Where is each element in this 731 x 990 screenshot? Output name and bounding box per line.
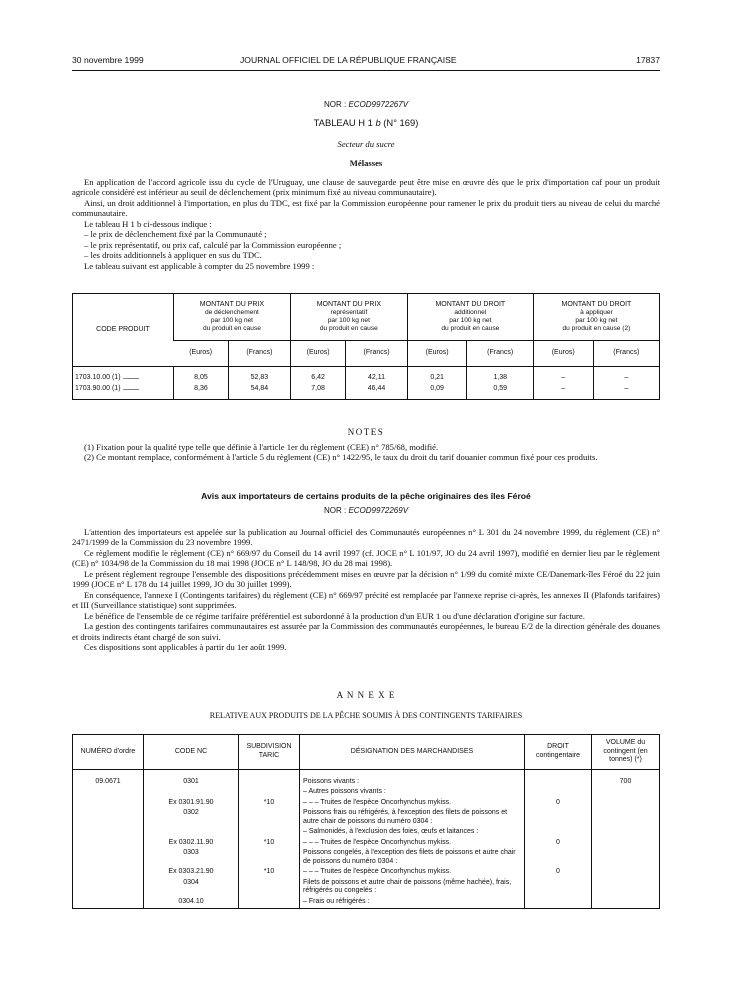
annexe-table: [72, 734, 660, 909]
volume-cell: 700: [592, 778, 660, 789]
code-text: 1703.90.00 (1): [75, 384, 121, 392]
droit-cell: [525, 828, 592, 839]
designation-cell: Poissons vivants :: [300, 778, 525, 789]
code-nc-cell: Ex 0302.11.90: [144, 839, 239, 850]
value-cell: 7,08: [290, 384, 345, 395]
value-cell: 46,44: [346, 384, 408, 395]
nor-label: NOR :: [323, 100, 347, 109]
avis-title: Avis aux importateurs de certains produits de la pêche originaires des îles Féroé: [201, 491, 531, 501]
volume-cell: [592, 799, 660, 810]
designation-cell: – – – Truites de l'espèce Oncorhynchus mykiss.: [300, 839, 525, 850]
designation-cell: Poissons congelés, à l'exception des filets de poissons et autre chair de poissons du numéro 0304 :: [300, 849, 525, 868]
col-header-droit: DROIT contingentaire: [525, 735, 592, 770]
numero-cell: [73, 799, 144, 810]
header-date: 30 novembre 1999: [72, 55, 144, 65]
droit-cell: [525, 778, 592, 789]
avis-para: Ce règlement modifie le règlement (CE) n° 669/97 du Conseil du 14 avril 1997 (cf. JOCE n° L 101/97, JO du 24 avril 1997), modifié en dernier lieu par le règlement (CE) n° 1034/98 de la Commission du 18 mai 1998 (JOCE n° L 148/98, JO du 28 mai 1998).: [72, 547, 660, 569]
col-header-designation: DÉSIGNATION DES MARCHANDISES: [300, 735, 525, 770]
value-cell: 6,42: [290, 373, 345, 384]
code-cell: 1703.90.00 (1) .................: [75, 384, 139, 392]
volume-cell: [592, 898, 660, 909]
table-row: [73, 809, 660, 828]
value-cell: –: [593, 384, 659, 395]
intro-para: Ainsi, un droit additionnel à l'importation, en plus du TDC, est fixé par la Commission européenne pour ramener le prix du produit tiers au niveau de celui du marché communautaire.: [72, 197, 660, 219]
numero-cell: [73, 839, 144, 850]
droit-cell: 0: [525, 839, 592, 850]
code-nc-cell: Ex 0303.21.90: [144, 868, 239, 879]
unit-header: (Francs): [228, 341, 290, 367]
designation-cell: – Frais ou réfrigérés :: [300, 898, 525, 909]
notes-title: NOTES: [347, 427, 385, 437]
value-cell: –: [533, 384, 593, 395]
avis-para: L'attention des importateurs est appelée sur la publication au Journal officiel des Communautés européennes n° L 301 du 24 novembre 1999, du règlement (CE) n° 2471/1999 de la Commission du 23 novembre 1999.: [72, 527, 660, 548]
intro-para: Le tableau suivant est applicable à compter du 25 novembre 1999 :: [84, 260, 315, 271]
intro-list-item: – le prix représentatif, ou prix caf, calculé par la Commission européenne ;: [84, 239, 342, 250]
intro-text: [72, 177, 660, 271]
table-row: [73, 384, 660, 395]
group-sub: du produit en cause: [202, 325, 261, 333]
table-row: [73, 778, 660, 789]
group-title: MONTANT DU PRIX: [316, 300, 381, 308]
designation-cell: – – – Truites de l'espèce Oncorhynchus mykiss.: [300, 868, 525, 879]
unit-header: (Euros): [174, 341, 229, 367]
group-sub: du produit en cause: [319, 325, 378, 333]
group-header: [290, 294, 407, 341]
group-title: MONTANT DU PRIX: [199, 300, 265, 308]
annexe-subtitle: RELATIVE AUX PRODUITS DE LA PÊCHE SOUMIS À DES CONTINGENTS TARIFAIRES: [209, 711, 523, 720]
header-page-number: 17837: [636, 55, 660, 65]
volume-cell: [592, 879, 660, 898]
taric-cell: *10: [239, 839, 300, 850]
intro-para: Le tableau H 1 b ci-dessous indique :: [84, 218, 212, 229]
avis-para: La gestion des contingents tarifaires communautaires est assurée par la Commission des communautés européennes, le bureau E/2 de la direction générale des douanes et droits indirects étant chargé de son suivi.: [72, 621, 660, 642]
tableau-title: [72, 117, 660, 128]
nor-line: [72, 100, 660, 110]
value-cell: –: [593, 373, 659, 384]
code-cell: 1703.10.00 (1) .................: [75, 373, 139, 381]
avis-text: [72, 527, 660, 653]
nor-label: NOR :: [323, 506, 347, 515]
value-cell: –: [533, 373, 593, 384]
group-sub: par 100 kg net: [449, 317, 492, 325]
droit-cell: [525, 788, 592, 799]
value-cell: 0,59: [467, 384, 533, 395]
unit-header: (Francs): [467, 341, 533, 367]
value-cell: 42,11: [346, 373, 408, 384]
unit-header: (Francs): [346, 341, 408, 367]
group-sub: à appliquer: [580, 309, 613, 317]
droit-cell: 0: [525, 799, 592, 810]
droit-cell: [525, 849, 592, 868]
volume-cell: [592, 868, 660, 879]
numero-cell: [73, 898, 144, 909]
code-nc-cell: 0304.10: [144, 898, 239, 909]
annexe-title: A N N E X E: [336, 690, 396, 700]
header-journal-title: JOURNAL OFFICIEL DE LA RÉPUBLIQUE FRANÇAISE: [240, 55, 457, 65]
volume-cell: [592, 809, 660, 828]
header-rule: [72, 70, 660, 71]
avis-para: En conséquence, l'annexe I (Contingents tarifaires) du règlement (CE) n° 669/97 précité est remplacée par l'annexe reprise ci-après, les annexes II (Plafonds tarifaires) et III (Surveillance statistique) sont supprimées.: [72, 589, 660, 611]
col-header-code-nc: CODE NC: [144, 735, 239, 770]
value-cell: 8,36: [174, 384, 229, 395]
taric-cell: *10: [239, 868, 300, 879]
page-header: [72, 55, 660, 67]
note-item: (2) Ce montant remplace, conformément à l'article 5 du règlement (CE) n° 1422/95, le taux du droit du tarif douanier commun fixé pour ces produits.: [84, 452, 598, 463]
table-row: [73, 828, 660, 839]
numero-cell: [73, 828, 144, 839]
value-cell: 8,05: [174, 373, 229, 384]
group-header: [533, 294, 659, 341]
table-row: [73, 799, 660, 810]
intro-list-item: – les droits additionnels à appliquer en sus du TDC.: [84, 250, 262, 261]
numero-cell: [73, 879, 144, 898]
value-cell: 54,84: [228, 384, 290, 395]
nor-code: ECOD9972269V: [348, 506, 409, 515]
value-cell: 52,83: [228, 373, 290, 384]
group-sub: du produit en cause (2): [562, 325, 631, 333]
designation-cell: – Autres poissons vivants :: [300, 788, 525, 799]
col-header-numero: NUMÉRO d'ordre: [73, 735, 144, 770]
code-nc-cell: Ex 0301.91.90: [144, 799, 239, 810]
droit-cell: [525, 809, 592, 828]
numero-cell: [73, 868, 144, 879]
designation-cell: Poissons frais ou réfrigérés, à l'exception des filets de poissons et autre chair de poissons du numéro 0304 :: [300, 809, 525, 828]
table-row: [73, 898, 660, 909]
table-row: [73, 373, 660, 384]
taric-cell: [239, 828, 300, 839]
value-cell: 0,21: [407, 373, 467, 384]
group-sub: représentatif: [330, 309, 368, 317]
unit-header: (Euros): [407, 341, 467, 367]
group-header: [174, 294, 291, 341]
taric-cell: [239, 809, 300, 828]
code-nc-cell: 0302: [144, 809, 239, 828]
table-row: [73, 839, 660, 850]
tableau-letter: b: [375, 117, 381, 128]
volume-cell: [592, 849, 660, 868]
col-header-taric: SUBDIVISION TARIC: [239, 735, 300, 770]
intro-para: En application de l'accord agricole issu du cycle de l'Uruguay, une clause de sauvegarde peut être mise en œuvre dès que le prix d'importation caf pour un produit agricole considéré est inférieur au seuil de déclenchement (prix minimum fixé au niveau communautaire).: [72, 177, 660, 198]
code-nc-cell: [144, 828, 239, 839]
avis-para: Le présent règlement regroupe l'ensemble des dispositions précédemment mises en œuvre par la décision n° 1/99 du comité mixte CE/Danemark-îles Féroé du 22 juin 1999 (JOCE n° L 178 du 14 juillet 1999, JO du 30 juillet 1999).: [72, 568, 660, 590]
taric-cell: [239, 879, 300, 898]
col-header-volume: VOLUME du contingent (en tonnes) (*): [592, 735, 660, 770]
taric-cell: *10: [239, 799, 300, 810]
designation-cell: – – – Truites de l'espèce Oncorhynchus mykiss.: [300, 799, 525, 810]
droit-cell: [525, 879, 592, 898]
table-row: [73, 849, 660, 868]
taric-cell: [239, 788, 300, 799]
taric-cell: [239, 898, 300, 909]
table-row: [73, 879, 660, 898]
group-header: [407, 294, 533, 341]
group-sub: par 100 kg net: [327, 317, 370, 325]
numero-cell: [73, 849, 144, 868]
note-item: (1) Fixation pour la qualité type telle que définie à l'article 1er du règlement (CEE) n° 785/68, modifié.: [84, 442, 439, 452]
numero-cell: [73, 788, 144, 799]
produit-label: Mélasses: [349, 158, 383, 168]
group-sub: de déclenchement: [205, 309, 259, 317]
code-text: 1703.10.00 (1): [75, 373, 121, 381]
avis-para: Le bénéfice de l'ensemble de ce régime tarifaire préférentiel est subordonné à la production d'un EUR 1 ou d'une déclaration d'origine sur facture.: [84, 610, 585, 621]
unit-header: (Euros): [290, 341, 345, 367]
table-row: [73, 788, 660, 799]
droit-cell: 0: [525, 868, 592, 879]
group-title: MONTANT DU DROIT: [435, 300, 506, 308]
annexe-body: [73, 770, 660, 909]
secteur-label: Secteur du sucre: [337, 139, 395, 149]
droit-cell: [525, 898, 592, 909]
intro-list-item: – le prix de déclenchement fixé par la Communauté ;: [84, 229, 267, 240]
volume-cell: [592, 788, 660, 799]
avis-para: Ces dispositions sont applicables à partir du 1er août 1999.: [84, 642, 287, 653]
group-sub: additionnel: [454, 309, 487, 317]
designation-cell: Filets de poissons et autre chair de poissons (même hachée), frais, réfrigérés ou congelés :: [300, 879, 525, 898]
value-cell: 1,38: [467, 373, 533, 384]
code-produit-header: CODE PRODUIT: [73, 294, 174, 367]
volume-cell: [592, 828, 660, 839]
numero-cell: 09.0671: [95, 777, 121, 785]
table-row: [73, 868, 660, 879]
avis-nor-line: [72, 506, 660, 516]
notes-text: [72, 442, 660, 463]
tableau-suffix: (N° 169): [380, 117, 419, 128]
numero-cell: [73, 809, 144, 828]
group-sub: par 100 kg net: [210, 317, 254, 325]
taric-cell: [239, 849, 300, 868]
tableau-prefix: TABLEAU H 1: [313, 117, 376, 128]
unit-header: (Euros): [533, 341, 593, 367]
code-nc-cell: 0304: [144, 879, 239, 898]
taric-cell: [239, 778, 300, 789]
code-nc-cell: [144, 788, 239, 799]
nor-code: ECOD9972267V: [348, 100, 409, 109]
group-title: MONTANT DU DROIT: [561, 300, 632, 308]
price-table: [72, 293, 660, 400]
group-sub: du produit en cause: [441, 325, 500, 333]
volume-cell: [592, 839, 660, 850]
unit-header: (Francs): [593, 341, 659, 367]
value-cell: 0,09: [407, 384, 467, 395]
group-sub: par 100 kg net: [575, 317, 618, 325]
code-nc-cell: 0303: [144, 849, 239, 868]
designation-cell: – Salmonidés, à l'exclusion des foies, œufs et laitances :: [300, 828, 525, 839]
code-nc-cell: 0301: [144, 778, 239, 789]
